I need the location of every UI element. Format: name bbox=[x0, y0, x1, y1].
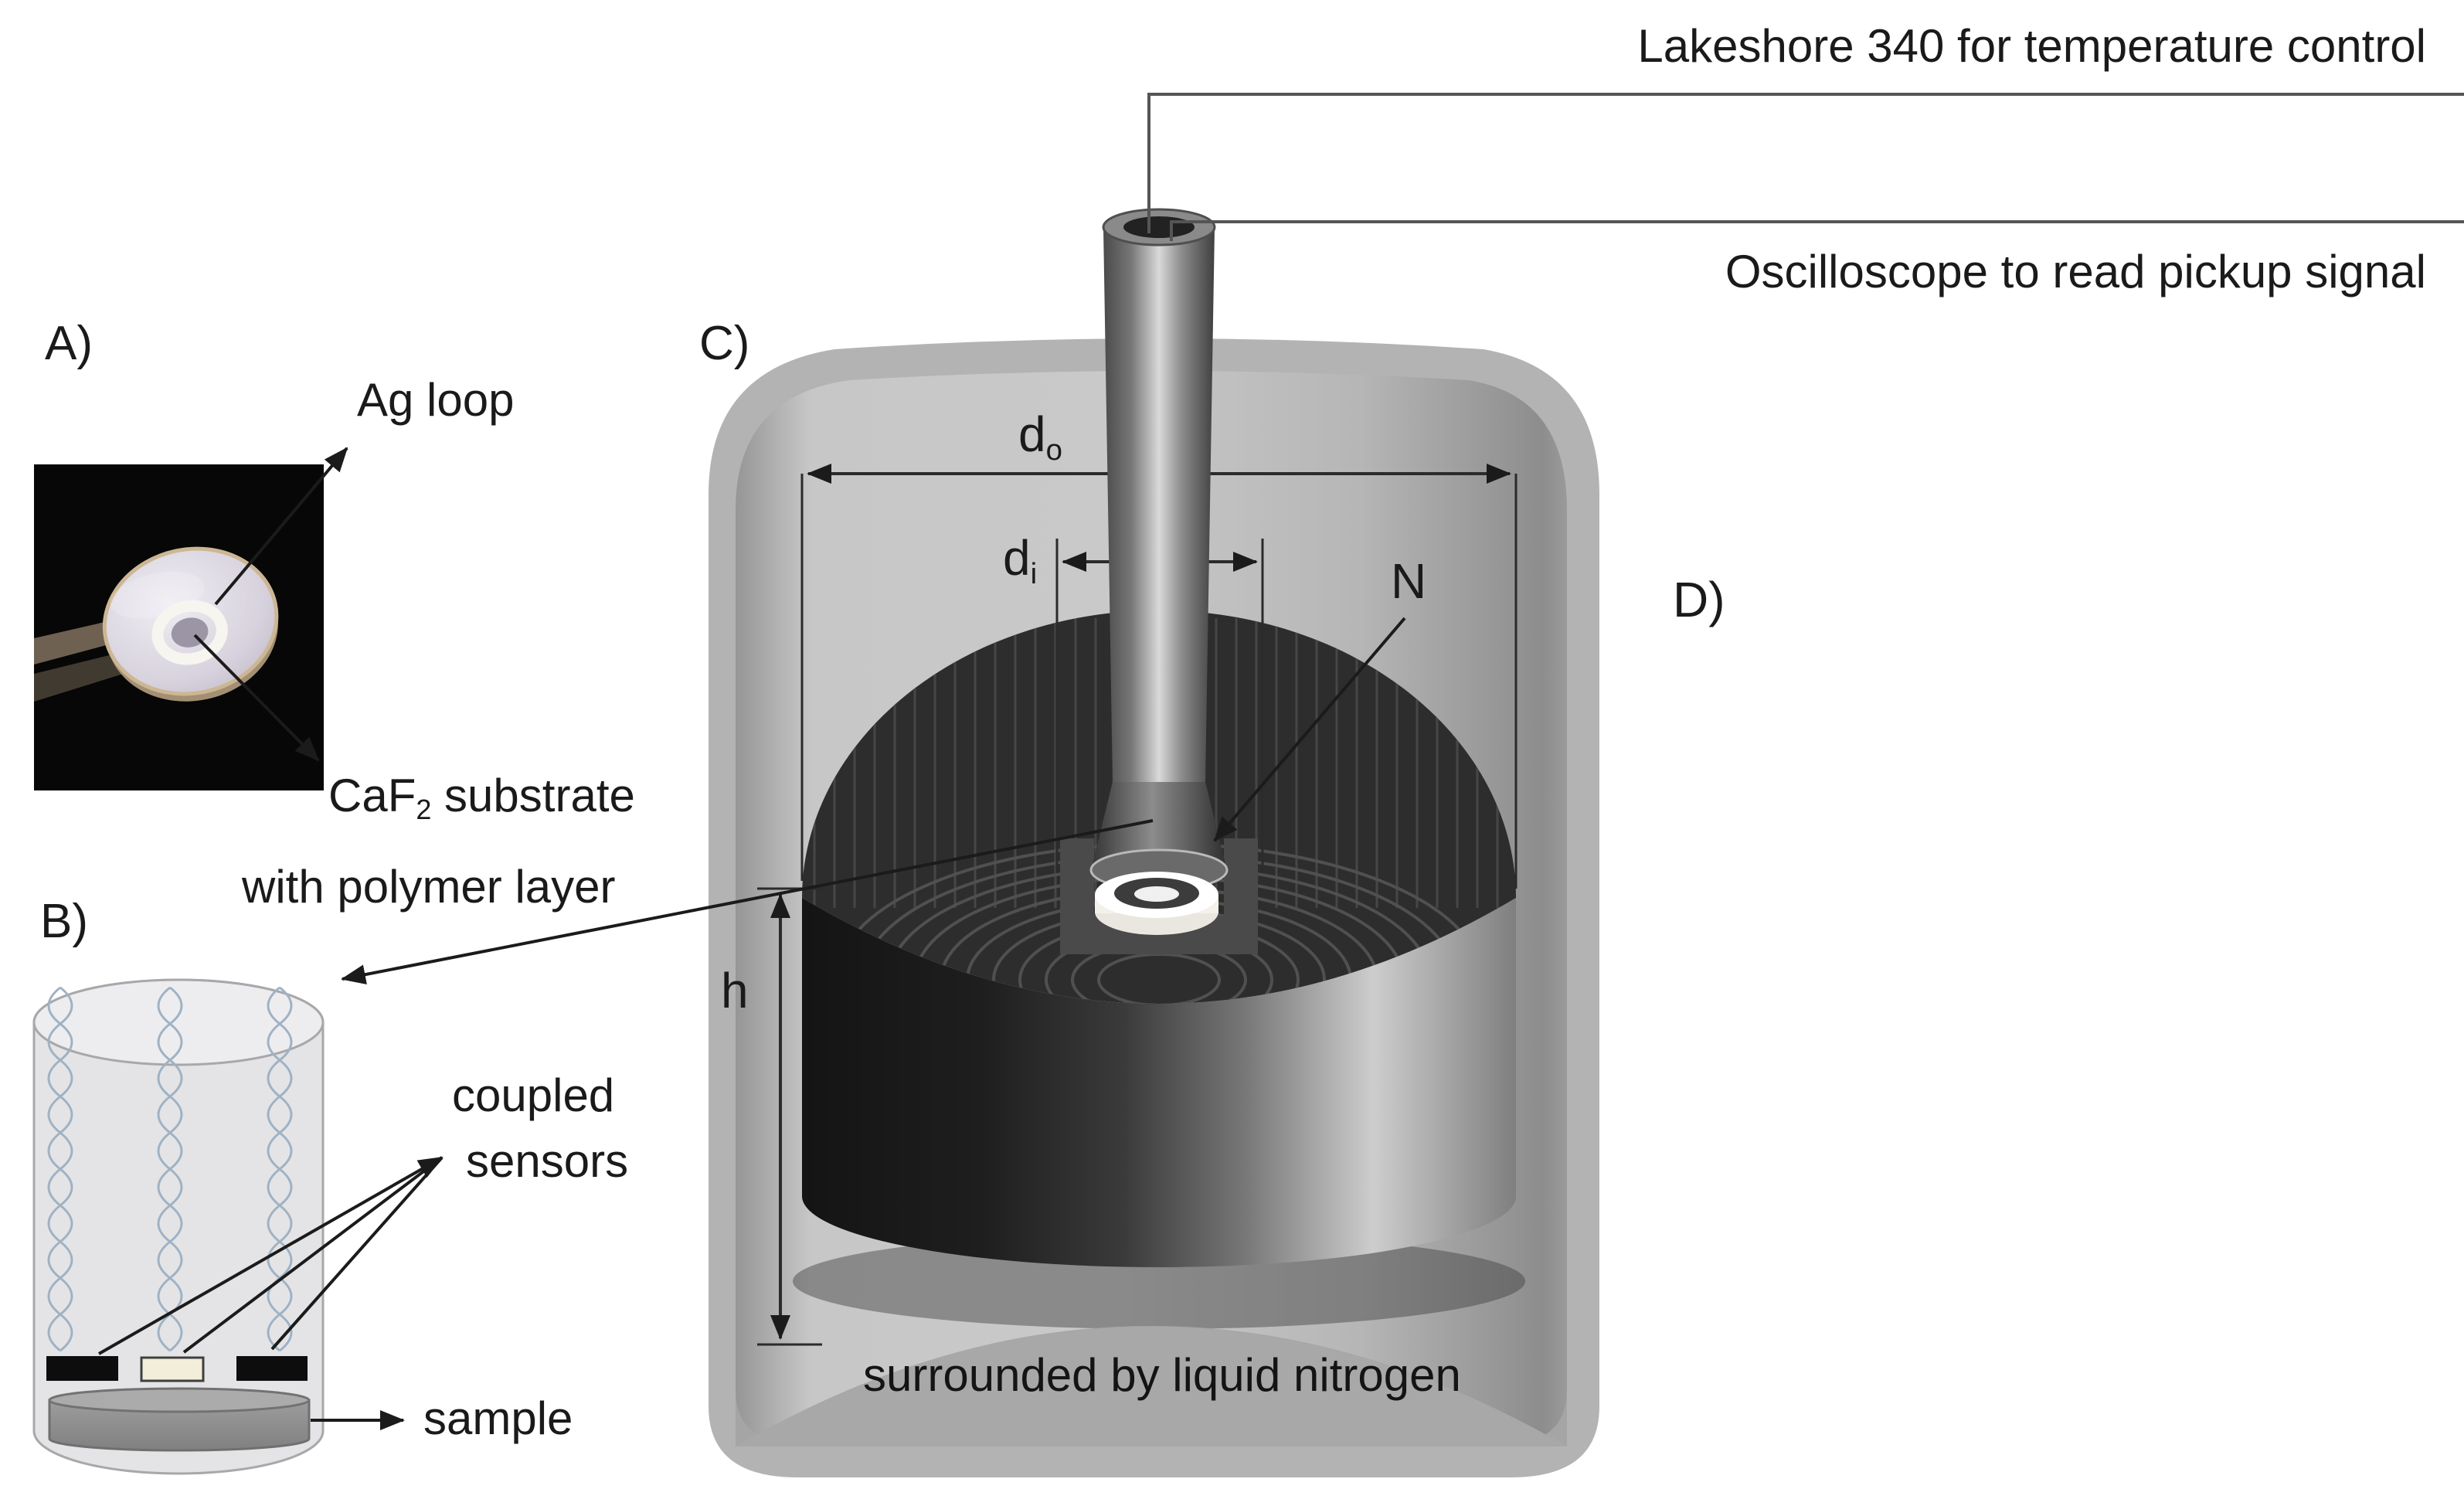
temperature-controller-label: Lakeshore 340 for temperature control bbox=[1637, 20, 2426, 72]
oscilloscope-label: Oscilloscope to read pickup signal bbox=[1725, 246, 2426, 297]
signal-wire bbox=[1171, 222, 2464, 241]
sensor-right bbox=[236, 1356, 308, 1381]
tube-mouth bbox=[1123, 216, 1195, 238]
sensor-reference bbox=[141, 1358, 203, 1381]
polymer-layer-label: with polymer layer bbox=[242, 861, 616, 913]
temperature-wire bbox=[1149, 94, 2464, 233]
inner-diameter-label bbox=[1003, 532, 1037, 590]
coil-height-label: h bbox=[721, 963, 749, 1018]
panel-b-title: B) bbox=[40, 895, 88, 948]
nitrogen-bath-label: surrounded by liquid nitrogen bbox=[863, 1349, 1461, 1401]
coupled-label: coupled bbox=[452, 1069, 615, 1121]
substrate-label-pre: CaF bbox=[328, 770, 416, 821]
sample-label: sample bbox=[423, 1392, 573, 1444]
inner-diameter-symbol: d bbox=[1003, 530, 1031, 586]
sensor-left bbox=[46, 1356, 118, 1381]
inner-diameter-sub: i bbox=[1030, 556, 1038, 590]
turns-label: N bbox=[1391, 553, 1427, 609]
panel-a-title: A) bbox=[45, 317, 93, 370]
substrate-label-post: substrate bbox=[431, 770, 635, 821]
pickup-tube bbox=[1103, 228, 1215, 782]
panel-c-title: C) bbox=[699, 317, 750, 370]
sample-photo bbox=[34, 464, 324, 790]
outer-diameter-symbol: d bbox=[1018, 406, 1046, 462]
outer-diameter-sub: o bbox=[1045, 433, 1062, 467]
sample-disc-top bbox=[49, 1389, 309, 1412]
instrument-wires bbox=[1149, 94, 2464, 241]
sample-ring-center bbox=[1134, 886, 1179, 902]
ag-loop-label: Ag loop bbox=[357, 374, 515, 426]
sensors-label: sensors bbox=[466, 1135, 629, 1187]
panel-d-title: D) bbox=[1673, 572, 1725, 627]
substrate-label bbox=[328, 771, 635, 825]
outer-diameter-label bbox=[1018, 408, 1062, 466]
substrate-label-sub: 2 bbox=[416, 794, 432, 826]
sensor-cylinder bbox=[34, 980, 323, 1474]
